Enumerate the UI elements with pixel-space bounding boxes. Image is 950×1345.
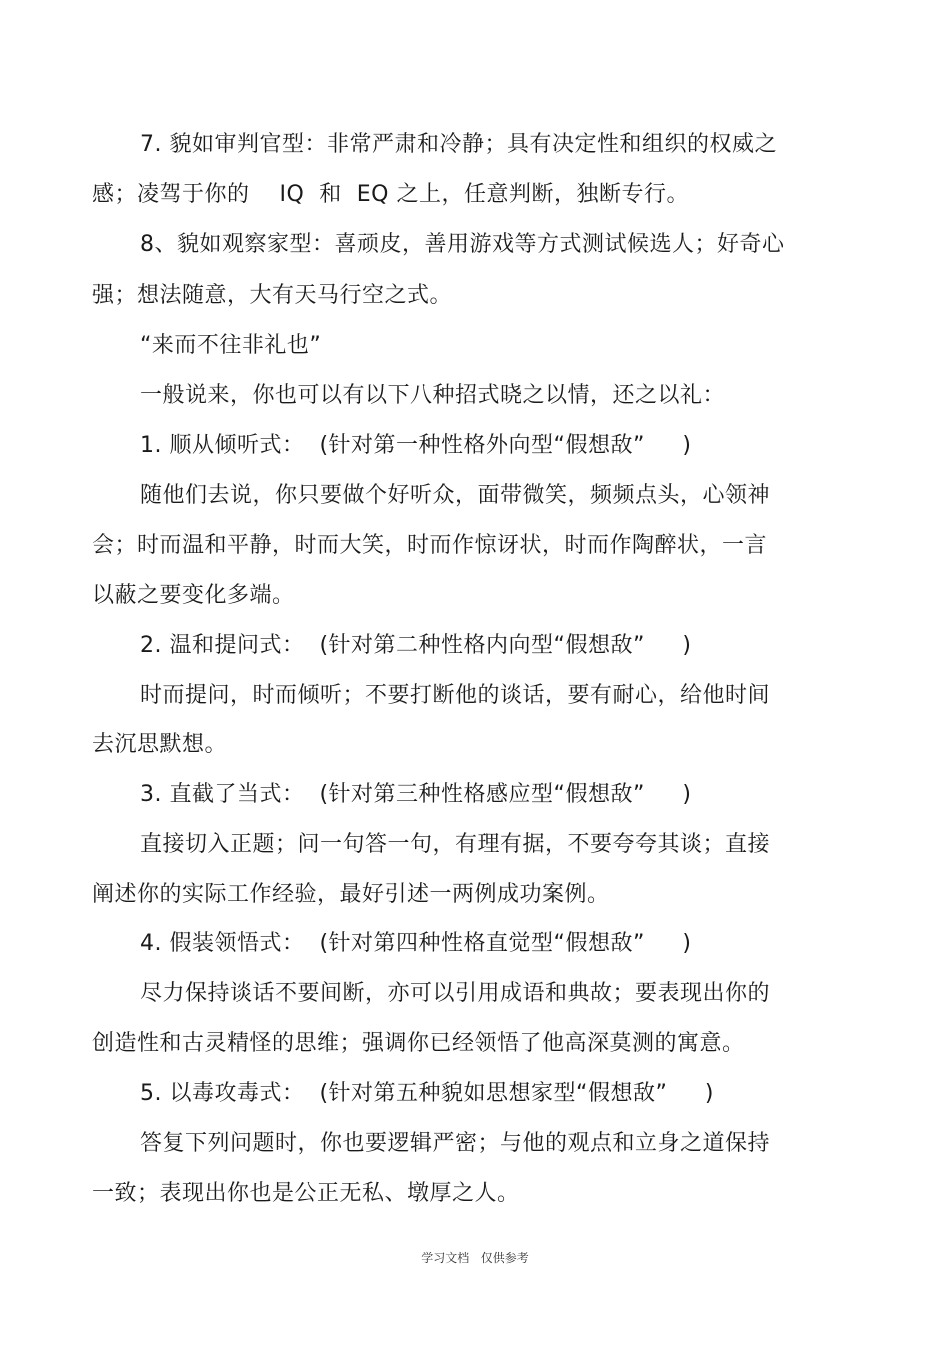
item-heading-2: 2. 温和提问式： (针对第二种性格内向型“假想敌” ) — [140, 633, 692, 658]
text-line-1: 7. 貌如审判官型：非常严肃和冷静；具有决定性和组织的权威之 — [140, 132, 777, 157]
text-line-13: 去沉思默想。 — [92, 732, 228, 757]
item-heading-3: 3. 直截了当式： (针对第三种性格感应型“假想敌” ) — [140, 782, 692, 807]
text-line-6: 一般说来，你也可以有以下八种招式晓之以情，还之以礼： — [140, 383, 726, 408]
section-heading: “来而不往非礼也” — [140, 333, 322, 358]
text-line-12: 时而提问，时而倾听；不要打断他的谈话，要有耐心，给他时间 — [140, 683, 771, 708]
text-line-16: 阐述你的实际工作经验，最好引述一两例成功案例。 — [92, 882, 610, 907]
page-footer: 学习文档 仅供参考 — [421, 1251, 529, 1265]
text-line-10: 以蔽之要变化多端。 — [92, 583, 295, 608]
item-heading-1: 1. 顺从倾听式： (针对第一种性格外向型“假想敌” ) — [140, 433, 692, 458]
item-heading-4: 4. 假装领悟式： (针对第四种性格直觉型“假想敌” ) — [140, 931, 692, 956]
text-line-9: 会；时而温和平静，时而大笑，时而作惊讶状，时而作陶醉状，一言 — [92, 533, 768, 558]
text-line-8: 随他们去说，你只要做个好听众，面带微笑，频频点头，心领神 — [140, 483, 771, 508]
text-line-15: 直接切入正题；问一句答一句，有理有据，不要夸夸其谈；直接 — [140, 832, 771, 857]
item-heading-5: 5. 以毒攻毒式： (针对第五种貌如思想家型“假想敌” ) — [140, 1081, 714, 1106]
text-line-4: 强；想法随意，大有天马行空之式。 — [92, 283, 453, 308]
text-line-2: 感；凌驾于你的 IQ 和 EQ 之上，任意判断，独断专行。 — [92, 182, 689, 207]
text-line-22: 一致；表现出你也是公正无私、墩厚之人。 — [92, 1181, 520, 1206]
text-line-21: 答复下列问题时，你也要逻辑严密；与他的观点和立身之道保持 — [140, 1131, 771, 1156]
text-line-19: 创造性和古灵精怪的思维；强调你已经领悟了他高深莫测的寓意。 — [92, 1031, 745, 1056]
text-line-18: 尽力保持谈话不要间断，亦可以引用成语和典故；要表现出你的 — [140, 981, 771, 1006]
text-line-3: 8、貌如观察家型：喜顽皮，善用游戏等方式测试候选人；好奇心 — [140, 232, 785, 257]
